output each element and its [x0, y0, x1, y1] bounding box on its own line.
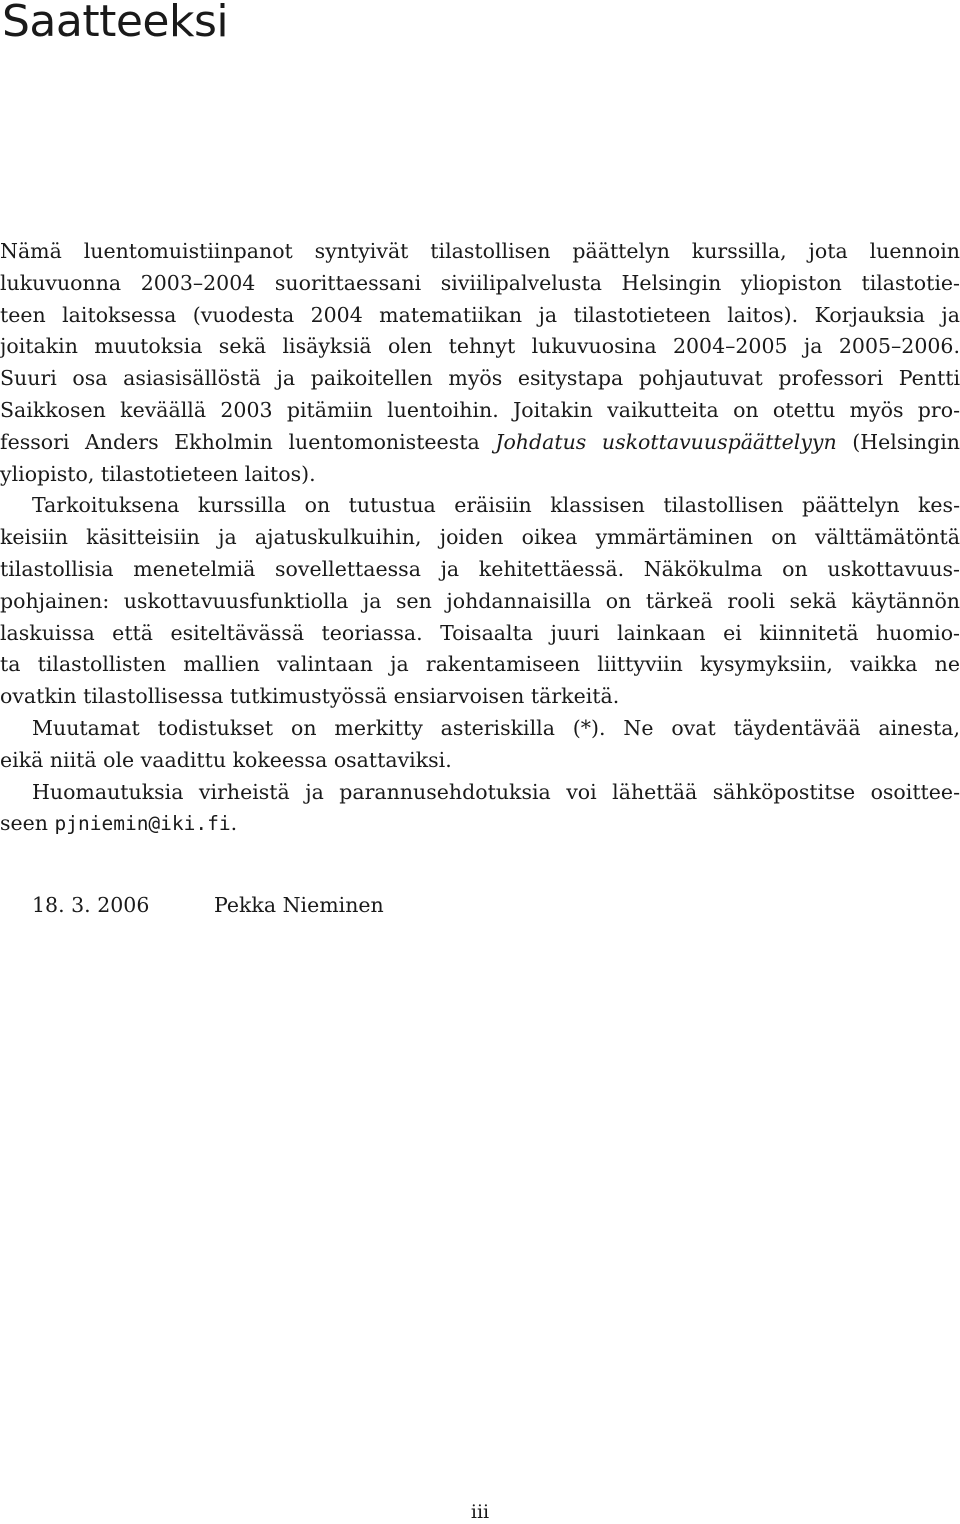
text-line: lukuvuonna 2003–2004 suorittaessani siviilipalvelusta Helsingin yliopiston tilastotie-: [0, 270, 960, 295]
text-line: laskuissa että esiteltävässä teoriassa. Toisaalta juuri lainkaan ei kiinnitetä huomio-: [0, 620, 960, 645]
paragraph-origin: [0, 236, 960, 490]
text-line: Suuri osa asiasisällöstä ja paikoitellen myös esitystapa pohjautuvat professori Pentti: [0, 366, 960, 391]
text-line: ta tilastollisten mallien valintaan ja rakentamiseen liittyviin kysymyksiin, vaikka ne: [0, 652, 960, 677]
signature-date: 18. 3. 2006: [32, 893, 150, 917]
text-line: pohjainen: uskottavuusfunktiolla ja sen johdannaisilla on tärkeä rooli sekä käytännön: [0, 588, 960, 613]
email-address: pjniemin@iki.fi: [54, 812, 231, 836]
text-segment: seen: [0, 811, 55, 836]
text-line: [0, 427, 960, 459]
text-segment: .: [230, 811, 238, 836]
text-line: Huomautuksia virheistä ja parannusehdotuksia voi lähettää sähköpostitse osoittee-: [32, 779, 960, 804]
text-line: keisiin käsitteisiin ja ajatuskulkuihin, joiden oikea ymmärtäminen on välttämätöntä: [0, 525, 960, 550]
cited-work-title: Johdatus uskottavuuspäättelyyn: [495, 429, 837, 454]
text-line: [0, 808, 960, 840]
text-line: Muutamat todistukset on merkitty asteriskilla (*). Ne ovat täydentävää ainesta,: [32, 715, 960, 740]
text-line: tilastollisia menetelmiä sovellettaessa ja kehitettäessä. Näkökulma on uskottavuus-: [0, 556, 960, 581]
signature-name: Pekka Nieminen: [214, 893, 384, 917]
text-line: joitakin muutoksia sekä lisäyksiä olen tehnyt lukuvuosina 2004–2005 ja 2005–2006.: [0, 334, 960, 359]
text-segment: fessori Anders Ekholmin luentomonisteesta: [0, 429, 496, 454]
text-line: Tarkoituksena kurssilla on tutustua eräisiin klassisen tilastollisen päättelyn kes-: [32, 493, 960, 518]
paragraph-purpose: [0, 490, 960, 713]
text-line: Saikkosen keväällä 2003 pitämiin luentoihin. Joitakin vaikutteita on otettu myös pro-: [0, 397, 960, 422]
text-line: teen laitoksessa (vuodesta 2004 matematiikan ja tilastotieteen laitos). Korjauksia ja: [0, 302, 960, 327]
text-line: yliopisto, tilastotieteen laitos).: [0, 461, 316, 486]
text-segment: (Helsingin: [836, 429, 960, 454]
text-line: eikä niitä ole vaadittu kokeessa osattaviksi.: [0, 747, 452, 772]
text-line: Nämä luentomuistiinpanot syntyivät tilastollisen päättelyn kurssilla, jota luennoin: [0, 239, 960, 263]
text-line: ovatkin tilastollisessa tutkimustyössä ensiarvoisen tärkeitä.: [0, 684, 620, 709]
preface-body: [0, 236, 960, 840]
page-number: iii: [470, 1501, 490, 1523]
paragraph-proofs: [0, 713, 960, 777]
paragraph-feedback: [0, 777, 960, 841]
signature-line: [32, 890, 384, 921]
page-title: Saatteeksi: [2, 0, 229, 47]
